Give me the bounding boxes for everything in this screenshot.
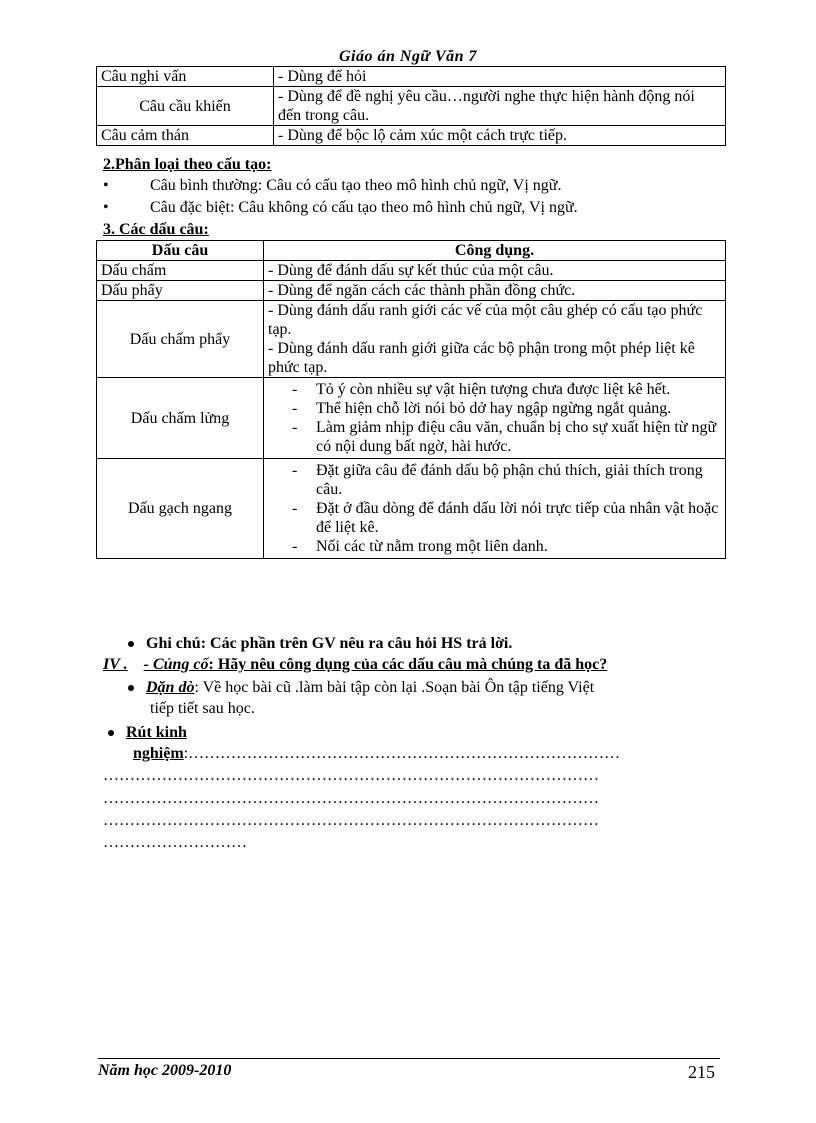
- experience-label: Rút kinh: [126, 724, 187, 741]
- experience-heading: [108, 723, 187, 742]
- section2-title: 2.Phân loại theo cấu tạo:: [103, 156, 272, 173]
- dotted-line: ………………………: [103, 834, 247, 851]
- bullet-dot-icon: [128, 641, 134, 647]
- punctuation-use-cell: - Dùng để ngăn cách các thành phần đồng chức.: [264, 281, 726, 301]
- homework-text: : Về học bài cũ .làm bài tập còn lại .Soạn bài Ôn tập tiếng Việt: [194, 679, 595, 696]
- consolidate-question: : Hãy nêu công dụng của các dấu câu mà chúng ta đã học?: [208, 656, 608, 673]
- list-item-text: Làm giảm nhịp điệu câu văn, chuẩn bị cho sự xuất hiện từ ngữ có nội dung bất ngờ, hài hước.: [316, 419, 717, 455]
- sentence-desc-cell: - Dùng để hỏi: [274, 67, 726, 87]
- list-item-text: Nối các từ nằm trong một liên danh.: [316, 538, 548, 555]
- bullet-dot-icon: [108, 730, 114, 736]
- table-row: [97, 281, 726, 301]
- footer-rule: [98, 1058, 720, 1059]
- dotted-line: …………………………………………………………………………………: [103, 790, 599, 807]
- list-item: [268, 537, 721, 556]
- punctuation-name-cell: Dấu gạch ngang: [97, 459, 264, 559]
- list-item-text: Tỏ ý còn nhiều sự vật hiện tượng chưa được liệt kê hết.: [316, 381, 671, 398]
- section3-title: 3. Các dấu câu:: [103, 221, 209, 238]
- use-line: - Dùng đánh dấu ranh giới các vế của một câu ghép có cấu tạo phức tạp.: [268, 302, 703, 338]
- list-item-text: Đặt ở đầu dòng để đánh dấu lời nói trực tiếp của nhân vật hoặc để liệt kê.: [316, 500, 719, 536]
- bullet-mark: •: [103, 199, 109, 216]
- punctuation-use-cell: [264, 301, 726, 378]
- consolidate-line: [103, 655, 607, 674]
- dash-mark: -: [292, 462, 298, 479]
- homework-label: Dặn dò: [146, 679, 195, 696]
- sentence-type-cell: Câu nghi vấn: [97, 67, 274, 87]
- page-number: 215: [688, 1062, 715, 1082]
- column-header: Dấu câu: [97, 241, 264, 261]
- note-text: Ghi chú: Các phần trên GV nêu ra câu hỏi HS trả lời.: [146, 635, 513, 652]
- homework-line: [128, 678, 594, 697]
- table-row: [97, 87, 726, 126]
- punctuation-name-cell: Dấu phẩy: [97, 281, 264, 301]
- list-item: [268, 418, 721, 456]
- dotted-line: …………………………………………………………………………………: [103, 812, 599, 829]
- dash-mark: -: [292, 419, 298, 436]
- experience-line-first: [133, 744, 620, 763]
- table-row: [97, 261, 726, 281]
- dash-mark: -: [292, 381, 298, 398]
- table-row: [97, 378, 726, 459]
- homework-continuation: tiếp tiết sau học.: [150, 700, 255, 717]
- punctuation-name-cell: Dấu chấm lửng: [97, 378, 264, 459]
- footer-school-year: Năm học 2009-2010: [98, 1062, 232, 1079]
- experience-label-cont: nghiệm: [133, 745, 184, 762]
- dash-mark: -: [292, 500, 298, 517]
- list-item: [268, 399, 721, 418]
- consolidate-label: - Củng cố: [143, 656, 209, 673]
- punctuation-name-cell: Dấu chấm: [97, 261, 264, 281]
- dotted-line: :………………………………………………………………………: [183, 745, 621, 762]
- list-item: [103, 198, 578, 217]
- list-item-text: Câu bình thường: Câu có cấu tạo theo mô hình chủ ngữ, Vị ngữ.: [150, 177, 562, 194]
- sentence-type-cell: Câu cảm thán: [97, 126, 274, 146]
- punctuation-use-cell: - Dùng để đánh dấu sự kết thúc của một câu.: [264, 261, 726, 281]
- sentence-purpose-table: [96, 66, 726, 146]
- sentence-desc-cell: - Dùng để đề nghị yêu cầu…người nghe thực hiện hành động nói đến trong câu.: [274, 87, 726, 126]
- page-header-title: Giáo án Ngữ Văn 7: [338, 48, 478, 65]
- table-header-row: [97, 241, 726, 261]
- column-header: Công dụng.: [264, 241, 726, 261]
- sentence-type-cell: Câu cầu khiến: [97, 87, 274, 126]
- sentence-desc-cell: - Dùng để bộc lộ cảm xúc một cách trực tiếp.: [274, 126, 726, 146]
- table-row: [97, 459, 726, 559]
- list-item-text: Thể hiện chỗ lời nói bỏ dở hay ngập ngừng ngắt quảng.: [316, 400, 672, 417]
- bullet-dot-icon: [128, 685, 134, 691]
- list-item-text: Câu đặc biệt: Câu không có cấu tạo theo mô hình chủ ngữ, Vị ngữ.: [150, 199, 578, 216]
- dash-mark: -: [292, 538, 298, 555]
- use-line: - Dùng đánh dấu ranh giới giữa các bộ phận trong một phép liệt kê phức tạp.: [268, 340, 695, 376]
- bullet-mark: •: [103, 177, 109, 194]
- dotted-line: …………………………………………………………………………………: [103, 767, 599, 784]
- table-row: [97, 301, 726, 378]
- list-item: [268, 461, 721, 499]
- list-item-text: Đặt giữa câu để đánh dấu bộ phận chú thích, giải thích trong câu.: [316, 462, 703, 498]
- note-line: [128, 634, 512, 653]
- punctuation-table: [96, 240, 726, 559]
- list-item: [268, 380, 721, 399]
- punctuation-use-cell: [264, 378, 726, 459]
- table-row: [97, 67, 726, 87]
- dash-list: [268, 461, 721, 556]
- list-item: [268, 499, 721, 537]
- dash-list: [268, 380, 721, 456]
- punctuation-name-cell: Dấu chấm phẩy: [97, 301, 264, 378]
- punctuation-use-cell: [264, 459, 726, 559]
- dash-mark: -: [292, 400, 298, 417]
- list-item: [103, 176, 561, 195]
- section-number: IV .: [103, 656, 128, 673]
- table-row: [97, 126, 726, 146]
